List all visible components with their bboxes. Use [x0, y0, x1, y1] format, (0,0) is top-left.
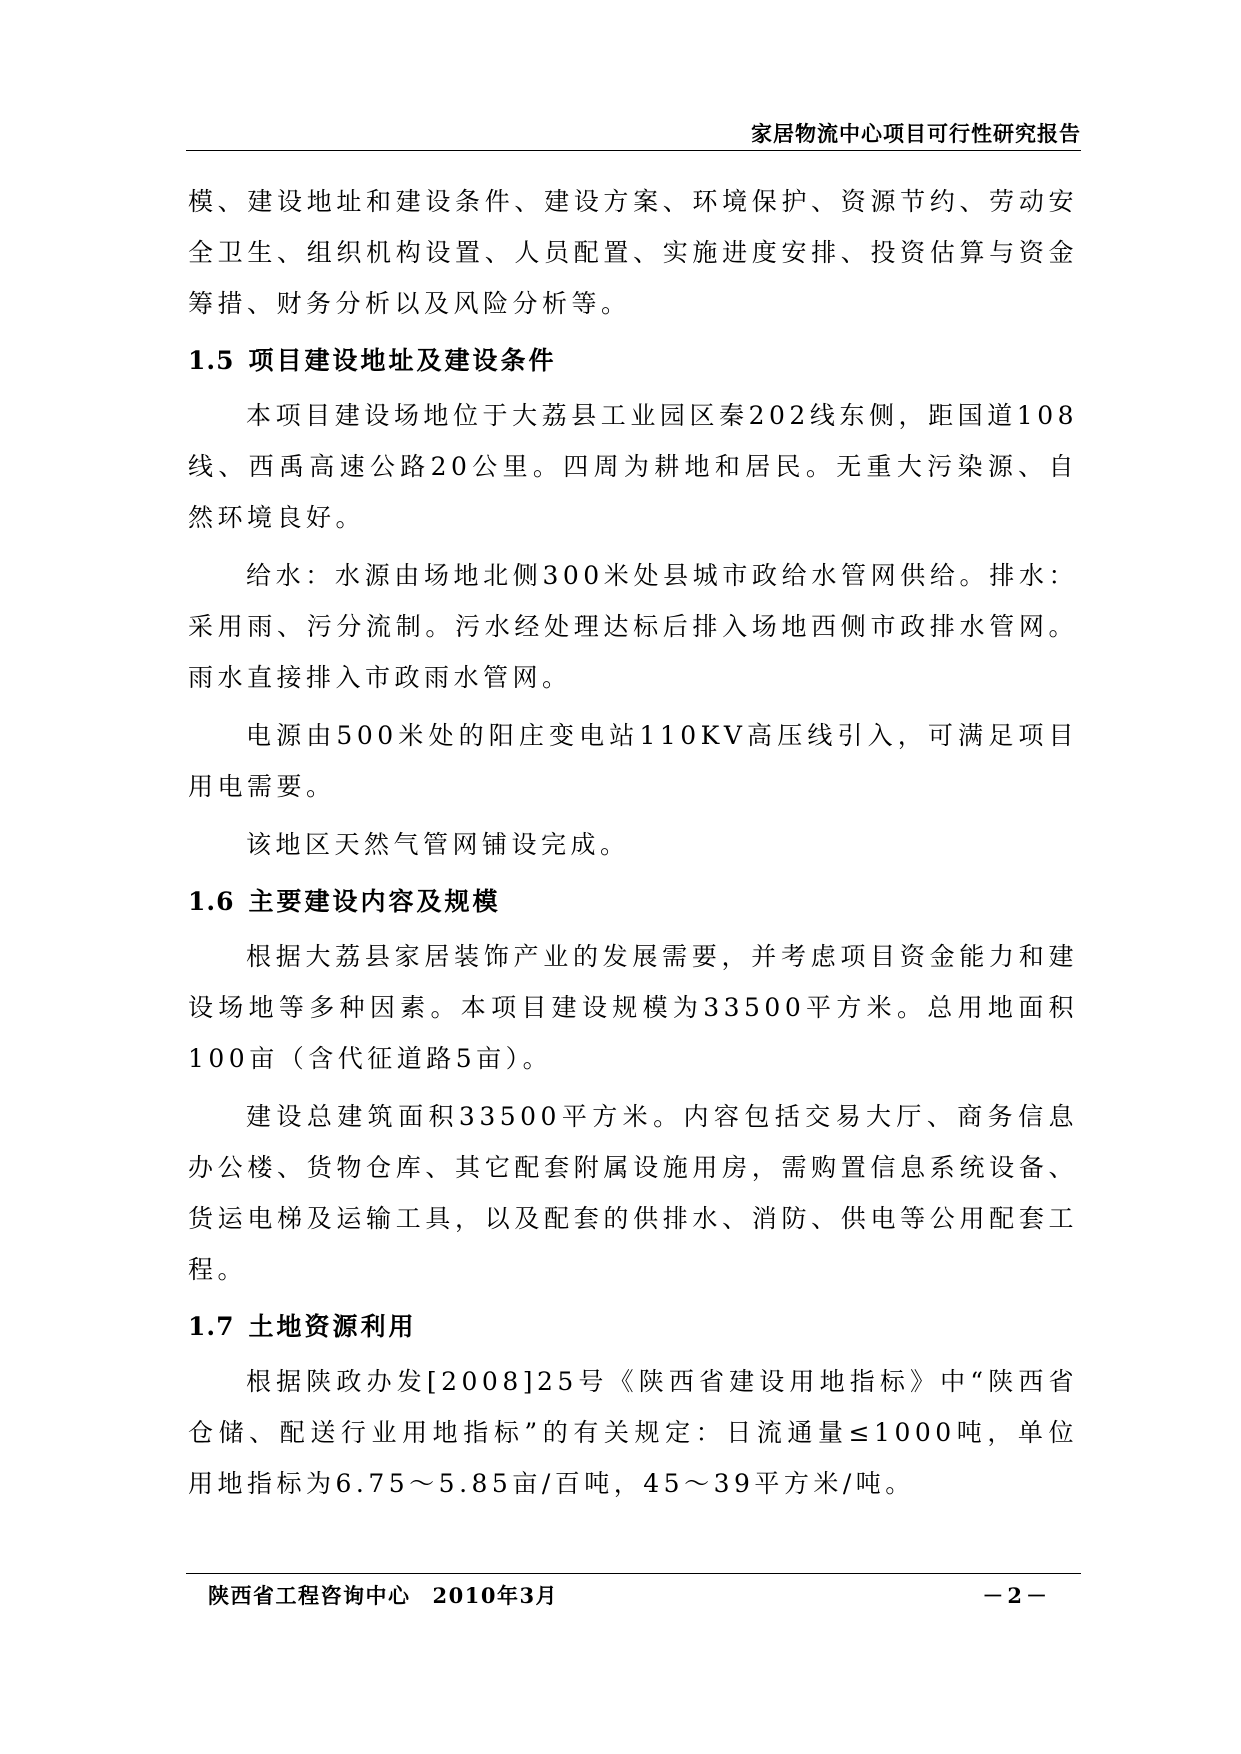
section-title: 主要建设内容及规模	[248, 887, 501, 916]
section-number: 1.6	[188, 887, 235, 916]
section-title: 土地资源利用	[248, 1312, 417, 1341]
paragraph-power-supply: 电源由500米处的阳庄变电站110KV高压线引入，可满足项目用电需要。	[188, 721, 1078, 801]
paragraph-land-use: 根据陕政办发[2008]25号《陕西省建设用地指标》中“陕西省仓储、配送行业用地指标”的有关规定：日流通量≤1000吨，单位用地指标为6.75～5.85亩/百吨，45～39平方米/吨。	[188, 1367, 1078, 1498]
page-number: －2－	[982, 1583, 1051, 1608]
paragraph-site-location: 本项目建设场地位于大荔县工业园区秦202线东侧，距国道108线、西禹高速公路20公里。四周为耕地和居民。无重大污染源、自然环境良好。	[188, 401, 1078, 532]
paragraph-construction-content: 建设总建筑面积33500平方米。内容包括交易大厅、商务信息办公楼、货物仓库、其它配套附属设施用房，需购置信息系统设备、货运电梯及运输工具，以及配套的供排水、消防、供电等公用配套工程。	[188, 1102, 1078, 1284]
section-heading-1-7	[188, 1302, 1078, 1352]
section-number: 1.5	[188, 346, 235, 375]
paragraph-water-supply: 给水：水源由场地北侧300米处县城市政给水管网供给。排水：采用雨、污分流制。污水经处理达标后排入场地西侧市政排水管网。雨水直接排入市政雨水管网。	[188, 561, 1078, 692]
paragraph-gas-supply: 该地区天然气管网铺设完成。	[246, 830, 630, 859]
footer-rule	[186, 1573, 1081, 1574]
running-header-title: 家居物流中心项目可行性研究报告	[751, 121, 1081, 146]
paragraph-continued: 模、建设地址和建设条件、建设方案、环境保护、资源节约、劳动安全卫生、组织机构设置、人员配置、实施进度安排、投资估算与资金筹措、财务分析以及风险分析等。	[188, 187, 1078, 318]
footer-organization	[208, 1580, 558, 1610]
paragraph-construction-scale: 根据大荔县家居装饰产业的发展需要，并考虑项目资金能力和建设场地等多种因素。本项目建设规模为33500平方米。总用地面积100亩（含代征道路5亩）。	[188, 942, 1078, 1073]
section-heading-1-5	[188, 336, 1078, 386]
body-text	[188, 176, 1078, 1516]
section-number: 1.7	[188, 1312, 235, 1341]
header-rule	[186, 150, 1081, 151]
footer-date: 2010年3月	[432, 1583, 559, 1608]
footer-org-name: 陕西省工程咨询中心	[208, 1583, 411, 1608]
section-title: 项目建设地址及建设条件	[248, 346, 557, 375]
section-heading-1-6	[188, 877, 1078, 927]
